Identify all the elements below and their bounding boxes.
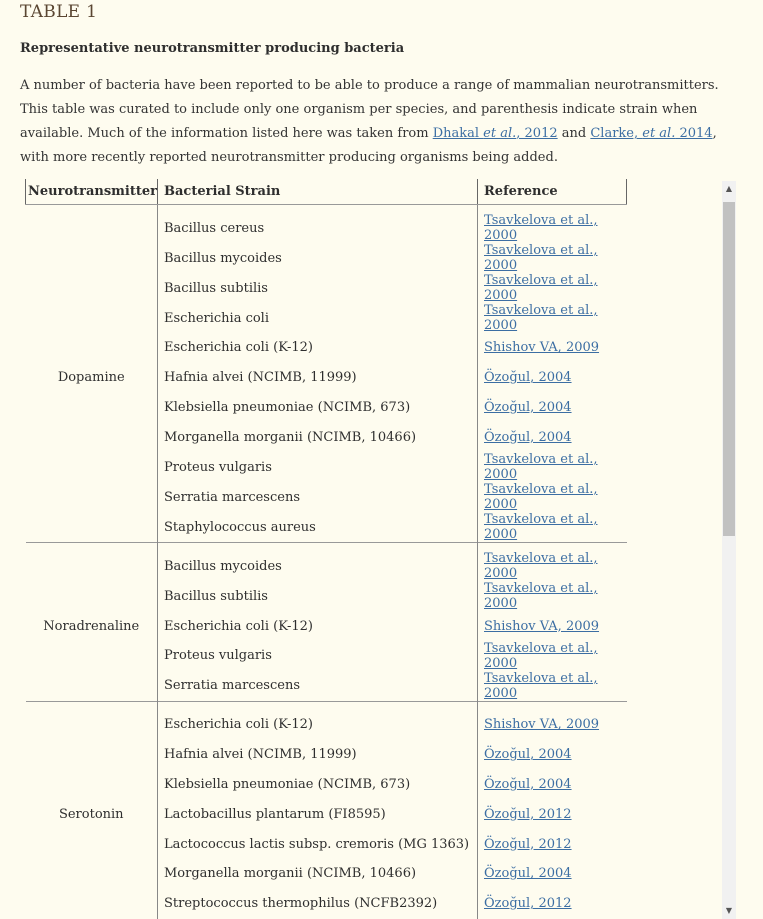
reference-cell — [478, 303, 627, 333]
bacterial-strain-cell: Bacillus subtilis — [158, 273, 478, 303]
bacterial-strain-cell: Proteus vulgaris — [158, 452, 478, 482]
reference-cell — [478, 799, 627, 829]
bacterial-strain-cell: Hafnia alvei (NCIMB, 11999) — [158, 740, 478, 770]
neurotransmitter-table — [25, 179, 627, 919]
reference-link[interactable]: Tsavkelova et al., 2000 — [484, 482, 598, 513]
reference-link[interactable]: Özoğul, 2004 — [484, 866, 572, 882]
bacterial-strain-cell: Klebsiella pneumoniae (NCIMB, 673) — [158, 393, 478, 423]
reference-cell — [478, 829, 627, 859]
reference-cell — [478, 273, 627, 303]
reference-link[interactable]: Tsavkelova et al., 2000 — [484, 303, 598, 333]
bacterial-strain-cell: Morganella morganii (NCIMB, 10466) — [158, 859, 478, 889]
table-row — [26, 205, 627, 244]
table-caption — [20, 74, 740, 170]
bacterial-strain-cell: Morganella morganii (NCIMB, 10466) — [158, 422, 478, 452]
column-header-reference: Reference — [478, 179, 627, 205]
bacterial-strain-cell: Escherichia coli (K-12) — [158, 701, 478, 739]
table-row — [26, 543, 627, 582]
reference-cell — [478, 859, 627, 889]
bacterial-strain-cell: Hafnia alvei (NCIMB, 11999) — [158, 363, 478, 393]
reference-link[interactable]: Shishov VA, 2009 — [484, 717, 600, 733]
reference-cell — [478, 701, 627, 739]
reference-link[interactable]: Tsavkelova et al., 2000 — [484, 581, 598, 612]
reference-link[interactable]: Tsavkelova et al., 2000 — [484, 452, 598, 483]
bacterial-strain-cell: Lactococcus lactis subsp. cremoris (MG 1363) — [158, 829, 478, 859]
reference-cell — [478, 889, 627, 919]
reference-link[interactable]: Shishov VA, 2009 — [484, 340, 600, 356]
neurotransmitter-name: Serotonin — [26, 701, 158, 918]
reference-link[interactable]: Özoğul, 2004 — [484, 747, 572, 763]
vertical-scrollbar[interactable] — [722, 181, 736, 919]
table-row — [26, 701, 627, 739]
scroll-up-arrow-icon[interactable]: ▲ — [725, 184, 733, 193]
reference-link[interactable]: Tsavkelova et al., 2000 — [484, 273, 598, 303]
column-header-bacterial-strain: Bacterial Strain — [158, 179, 478, 205]
reference-cell — [478, 243, 627, 273]
scrollbar-thumb[interactable] — [723, 202, 735, 536]
caption-text-start: A number of bacteria have been reported to be able to produce a range of mammalian neurotransmitters. This table was curated to include only one organism per species, and parenthesis indicate strain when available. Much of the information listed here was taken from — [20, 78, 719, 141]
reference-cell — [478, 393, 627, 423]
reference-link[interactable]: Özoğul, 2012 — [484, 896, 572, 912]
reference-cell — [478, 581, 627, 611]
bacterial-strain-cell: Bacillus subtilis — [158, 581, 478, 611]
neurotransmitter-name: Noradrenaline — [26, 543, 158, 702]
dhakal-reference-link[interactable]: Dhakal et al., 2012 — [432, 126, 558, 141]
bacterial-strain-cell: Proteus vulgaris — [158, 641, 478, 671]
reference-link[interactable]: Tsavkelova et al., 2000 — [484, 243, 598, 273]
reference-link[interactable]: Tsavkelova et al., 2000 — [484, 640, 598, 671]
reference-link[interactable]: Özoğul, 2004 — [484, 429, 572, 445]
reference-link[interactable]: Özoğul, 2012 — [484, 836, 572, 852]
bacterial-strain-cell: Bacillus cereus — [158, 205, 478, 244]
table-label: TABLE 1 — [20, 2, 98, 22]
reference-link[interactable]: Özoğul, 2004 — [484, 370, 572, 386]
reference-link[interactable]: Tsavkelova et al., 2000 — [484, 512, 598, 543]
reference-cell — [478, 205, 627, 244]
reference-link[interactable]: Tsavkelova et al., 2000 — [484, 551, 598, 582]
reference-link[interactable]: Özoğul, 2004 — [484, 776, 572, 792]
reference-link[interactable]: Özoğul, 2004 — [484, 399, 572, 415]
bacterial-strain-cell: Escherichia coli — [158, 303, 478, 333]
reference-cell — [478, 512, 627, 543]
bacterial-strain-cell: Lactobacillus plantarum (FI8595) — [158, 799, 478, 829]
bacterial-strain-cell: Klebsiella pneumoniae (NCIMB, 673) — [158, 770, 478, 800]
reference-cell — [478, 482, 627, 512]
scroll-down-arrow-icon[interactable]: ▼ — [725, 906, 733, 915]
bacterial-strain-cell: Escherichia coli (K-12) — [158, 333, 478, 363]
reference-link[interactable]: Tsavkelova et al., 2000 — [484, 670, 598, 701]
reference-cell — [478, 740, 627, 770]
reference-link[interactable]: Shishov VA, 2009 — [484, 618, 600, 634]
caption-and: and — [557, 126, 591, 141]
table-body — [26, 205, 627, 919]
table-header-row — [26, 179, 627, 205]
bacterial-strain-cell: Bacillus mycoides — [158, 243, 478, 273]
bacterial-strain-cell: Staphylococcus aureus — [158, 512, 478, 543]
column-header-neurotransmitter: Neurotransmitter — [26, 179, 158, 205]
bacterial-strain-cell: Bacillus mycoides — [158, 543, 478, 582]
bacterial-strain-cell: Serratia marcescens — [158, 671, 478, 702]
reference-cell — [478, 422, 627, 452]
reference-cell — [478, 770, 627, 800]
reference-cell — [478, 641, 627, 671]
bacterial-strain-cell: Serratia marcescens — [158, 482, 478, 512]
caption-text-end: , with more recently reported neurotransmitter producing organisms being added. — [20, 126, 717, 165]
table-scroll-area[interactable] — [20, 179, 738, 919]
reference-cell — [478, 611, 627, 641]
reference-cell — [478, 671, 627, 702]
reference-link[interactable]: Özoğul, 2012 — [484, 806, 572, 822]
reference-link[interactable]: Tsavkelova et al., 2000 — [484, 213, 598, 243]
bacterial-strain-cell: Escherichia coli (K-12) — [158, 611, 478, 641]
reference-cell — [478, 543, 627, 582]
table-title: Representative neurotransmitter producing bacteria — [20, 41, 405, 56]
reference-cell — [478, 452, 627, 482]
reference-cell — [478, 333, 627, 363]
clarke-reference-link[interactable]: Clarke, et al. 2014 — [590, 126, 713, 141]
neurotransmitter-name: Dopamine — [26, 205, 158, 543]
reference-cell — [478, 363, 627, 393]
bacterial-strain-cell: Streptococcus thermophilus (NCFB2392) — [158, 889, 478, 919]
